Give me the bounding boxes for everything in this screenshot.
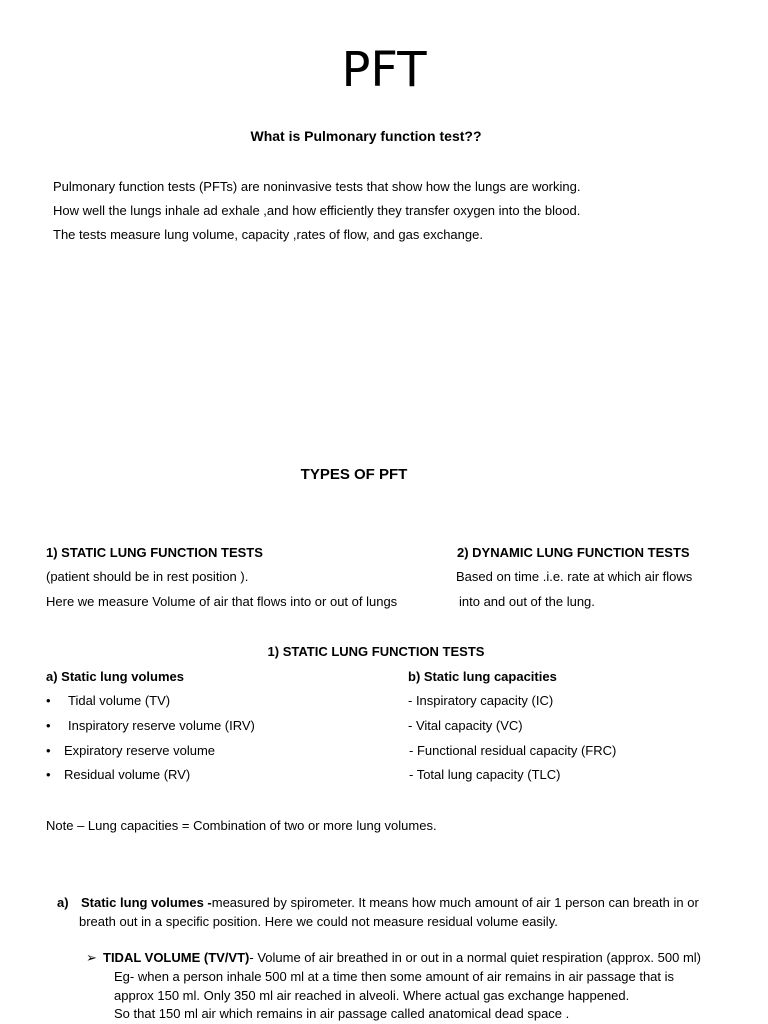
bullet-icon: • bbox=[46, 693, 51, 708]
volume-item-1: Tidal volume (TV) bbox=[68, 693, 171, 708]
dynamic-tests-line-2: into and out of the lung. bbox=[459, 594, 595, 609]
dynamic-tests-line-1: Based on time .i.e. rate at which air flows bbox=[456, 569, 693, 584]
volume-item-3: Expiratory reserve volume bbox=[64, 743, 215, 758]
tidal-volume-text-1: - Volume of air breathed in or out in a normal quiet respiration (approx. 500 ml) bbox=[249, 950, 701, 965]
note: Note – Lung capacities = Combination of two or more lung volumes. bbox=[46, 818, 437, 833]
bullet-icon: • bbox=[46, 718, 51, 733]
bullet-icon: • bbox=[46, 743, 51, 758]
capacity-item-3: - Functional residual capacity (FRC) bbox=[409, 743, 617, 758]
subtitle: What is Pulmonary function test?? bbox=[250, 128, 482, 144]
section-a-heading: Static lung volumes - bbox=[81, 895, 212, 910]
section-a-marker: a) bbox=[57, 895, 69, 910]
static-tests-line-1: (patient should be in rest position ). bbox=[46, 569, 249, 584]
tidal-example-line-3: So that 150 ml air which remains in air passage called anatomical dead space . bbox=[114, 1006, 570, 1021]
volume-item-4: Residual volume (RV) bbox=[64, 767, 191, 782]
arrow-bullet-icon: ➢ bbox=[86, 950, 97, 965]
types-heading: TYPES OF PFT bbox=[300, 466, 408, 483]
tidal-volume-heading: TIDAL VOLUME (TV/VT) bbox=[103, 950, 250, 965]
dynamic-tests-heading: 2) DYNAMIC LUNG FUNCTION TESTS bbox=[457, 545, 690, 560]
capacity-item-2: - Vital capacity (VC) bbox=[408, 718, 523, 733]
intro-line-2: How well the lungs inhale ad exhale ,and how efficiently they transfer oxygen into the blood. bbox=[53, 203, 581, 218]
intro-line-1: Pulmonary function tests (PFTs) are noninvasive tests that show how the lungs are working. bbox=[53, 179, 581, 194]
capacities-heading: b) Static lung capacities bbox=[408, 669, 557, 684]
tidal-example-line-1: Eg- when a person inhale 500 ml at a time then some amount of air remains in air passage that is bbox=[114, 969, 675, 984]
bullet-icon: • bbox=[46, 767, 51, 782]
intro-line-3: The tests measure lung volume, capacity ,rates of flow, and gas exchange. bbox=[53, 227, 483, 242]
section-a-line-1 bbox=[81, 895, 699, 911]
section-a-text-2: breath out in a specific position. Here we could not measure residual volume easily. bbox=[79, 914, 558, 929]
capacity-item-4: - Total lung capacity (TLC) bbox=[409, 767, 561, 782]
static-section-heading: 1) STATIC LUNG FUNCTION TESTS bbox=[267, 644, 485, 659]
tidal-volume-line bbox=[103, 950, 701, 966]
page-title: PFT bbox=[341, 42, 427, 98]
static-tests-line-2: Here we measure Volume of air that flows into or out of lungs bbox=[46, 594, 398, 609]
volumes-heading: a) Static lung volumes bbox=[46, 669, 184, 684]
section-a-text-1: measured by spirometer. It means how much amount of air 1 person can breath in or bbox=[211, 895, 699, 910]
volume-item-2: Inspiratory reserve volume (IRV) bbox=[68, 718, 255, 733]
tidal-example-line-2: approx 150 ml. Only 350 ml air reached in alveoli. Where actual gas exchange happened. bbox=[114, 988, 630, 1003]
capacity-item-1: - Inspiratory capacity (IC) bbox=[408, 693, 554, 708]
static-tests-heading: 1) STATIC LUNG FUNCTION TESTS bbox=[46, 545, 263, 560]
